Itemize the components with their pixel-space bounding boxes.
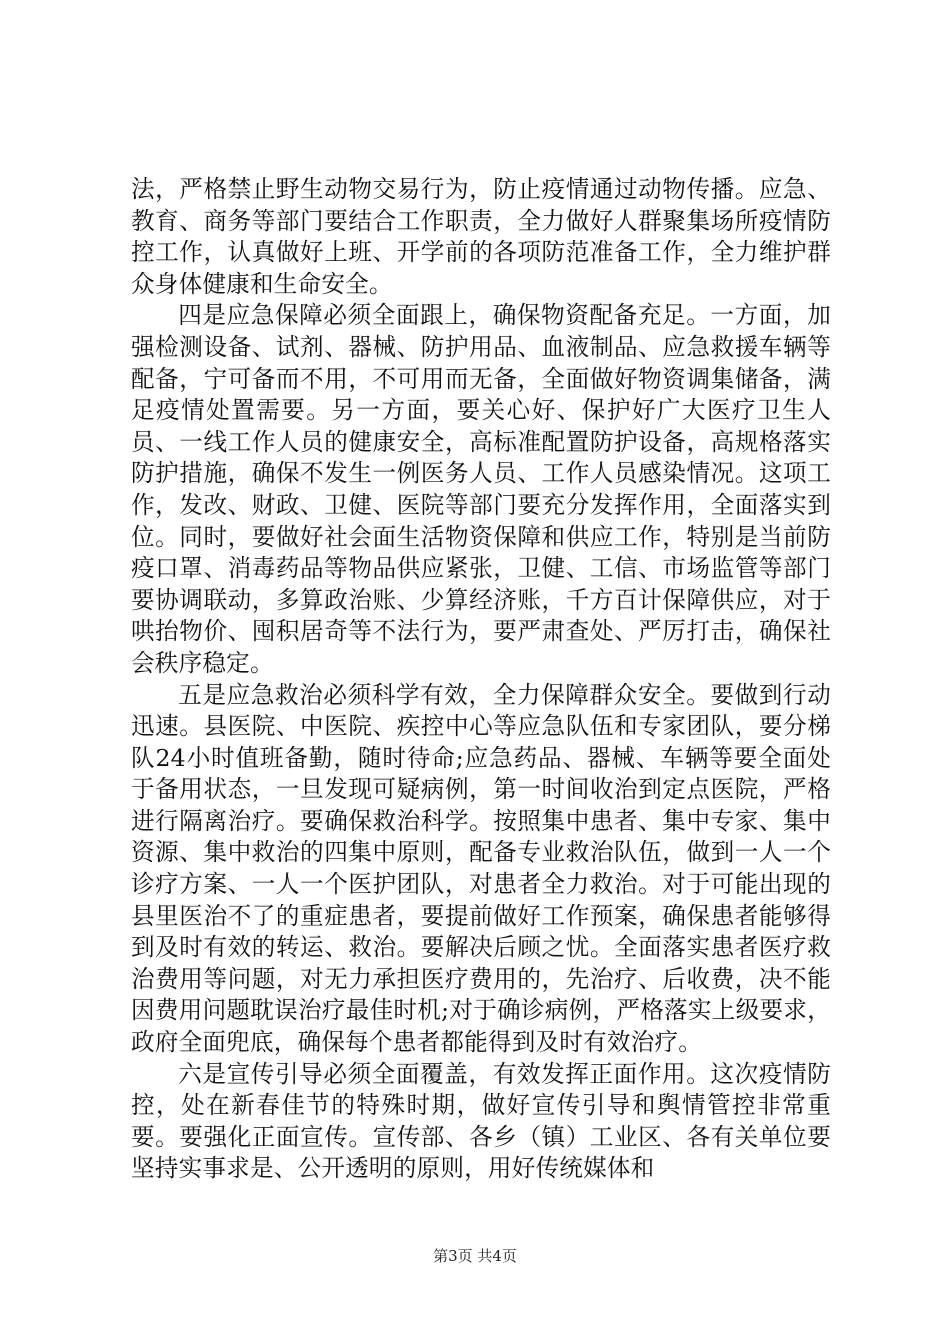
- paragraph-emergency-supplies: 四是应急保障必须全面跟上，确保物资配备充足。一方面，加强检测设备、试剂、器械、防护用品、血液制品、应急救援车辆等配备，宁可备而不用，不可用而无备，全面做好物资调集储备，满足疫情处置需要。另一方面，要关心好、保护好广大医疗卫生人员、一线工作人员的健康安全，高标准配置防护设备，高规格落实防护措施，确保不发生一例医务人员、工作人员感染情况。这项工作，发改、财政、卫健、医院等部门要充分发挥作用，全面落实到位。同时，要做好社会面生活物资保障和供应工作，特别是当前防疫口罩、消毒药品等物品供应紧张，卫健、工信、市场监管等部门要协调联动，多算政治账、少算经济账，千方百计保障供应，对于哄抬物价、囤积居奇等不法行为，要严肃查处、严厉打击，确保社会秩序稳定。: [131, 301, 831, 677]
- body-text: [131, 174, 831, 1185]
- paragraph-emergency-treatment: 五是应急救治必须科学有效，全力保障群众安全。要做到行动迅速。县医院、中医院、疾控中心等应急队伍和专家团队，要分梯队24小时值班备勤，随时待命;应急药品、器械、车辆等要全面处于备用状态，一旦发现可疑病例，第一时间收治到定点医院，严格进行隔离治疗。要确保救治科学。按照集中患者、集中专家、集中资源、集中救治的四集中原则，配备专业救治队伍，做到一人一个诊疗方案、一人一个医护团队，对患者全力救治。对于可能出现的县里医治不了的重症患者，要提前做好工作预案，确保患者能够得到及时有效的转运、救治。要解决后顾之忧。全面落实患者医疗救治费用等问题，对无力承担医疗费用的，先治疗、后收费，决不能因费用问题耽误治疗最佳时机;对于确诊病例，严格落实上级要求，政府全面兜底，确保每个患者都能得到及时有效治疗。: [131, 680, 831, 1057]
- paragraph-publicity-guidance: 六是宣传引导必须全面覆盖，有效发挥正面作用。这次疫情防控，处在新春佳节的特殊时期，做好宣传引导和舆情管控非常重要。要强化正面宣传。宣传部、各乡（镇）工业区、各有关单位要坚持实事求是、公开透明的原则，用好传统媒体和: [131, 1059, 831, 1183]
- paragraph-continuation: 法，严格禁止野生动物交易行为，防止疫情通过动物传播。应急、教育、商务等部门要结合工作职责，全力做好人群聚集场所疫情防控工作，认真做好上班、开学前的各项防范准备工作，全力维护群众身体健康和生命安全。: [131, 175, 831, 298]
- page-footer: 第3页 共4页: [433, 1247, 517, 1265]
